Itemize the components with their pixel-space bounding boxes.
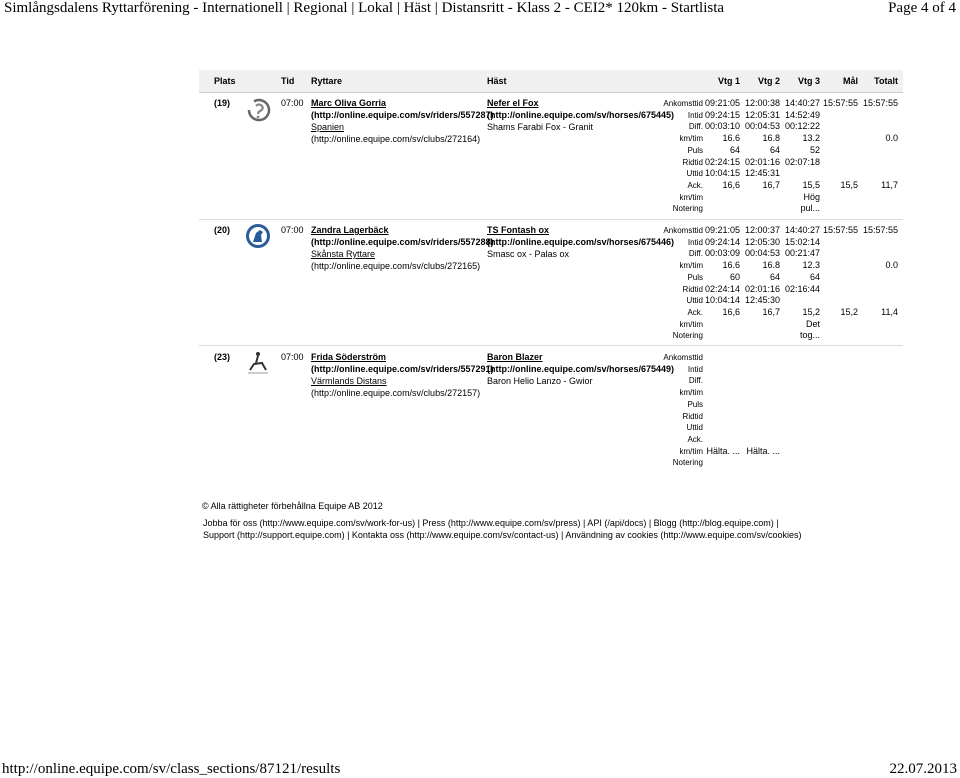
totalt-value: 15:57:55 xyxy=(862,98,898,108)
stat-label: Notering xyxy=(672,331,703,341)
vtg2-value: 00:04:53 xyxy=(744,248,780,259)
rider-silhouette-club-logo-icon xyxy=(244,349,272,377)
entry-plats: (19) xyxy=(214,98,231,108)
vtg3-value: 52 xyxy=(809,144,820,155)
vtg1-value: 10:04:14 xyxy=(704,295,740,306)
vtg3-value: Hög xyxy=(803,191,820,202)
header-hast: Häst xyxy=(487,76,507,86)
vtg3-value: 00:12:22 xyxy=(784,121,820,132)
club-name-link[interactable]: Värmlands Distans xyxy=(311,376,387,386)
vtg2-value: 16,7 xyxy=(762,179,780,190)
vtg1-value: 10:04:15 xyxy=(704,168,740,179)
stat-label: Puls xyxy=(687,272,703,282)
vtg3-value: tog... xyxy=(799,330,820,341)
stat-label: Intid xyxy=(687,110,703,120)
vtg3-value: 02:07:18 xyxy=(784,156,820,167)
stat-label: km/tim xyxy=(679,319,703,329)
vtg1-value: 16.6 xyxy=(722,260,740,271)
vtg2-value: 12:05:30 xyxy=(744,236,780,247)
horse-url[interactable]: (http://online.equipe.com/sv/horses/675449) xyxy=(487,364,675,374)
vtg3-value: Det xyxy=(805,318,820,329)
stat-label: Ridtid xyxy=(682,411,703,421)
vtg3-value: 12.3 xyxy=(802,260,820,271)
header-tid: Tid xyxy=(281,76,295,86)
stat-label: km/tim xyxy=(679,134,703,144)
vtg3-value: 13.2 xyxy=(802,133,820,144)
header-vtg1: Vtg 1 xyxy=(717,76,740,86)
stat-label: Ack. xyxy=(687,307,703,317)
horse-name-link[interactable]: TS Fontash ox xyxy=(487,225,550,235)
stat-label: Uttid xyxy=(686,169,703,179)
stat-label: Notering xyxy=(672,458,703,468)
stat-label: Ridtid xyxy=(682,157,703,167)
horse-name-link[interactable]: Nefer el Fox xyxy=(487,98,539,108)
vtg3-value: 15,2 xyxy=(802,306,820,317)
stat-label: Uttid xyxy=(686,423,703,433)
stat-label: Ridtid xyxy=(682,284,703,294)
horse-head-club-logo-icon xyxy=(244,222,272,250)
stat-label: Uttid xyxy=(686,296,703,306)
vtg2-value: 64 xyxy=(769,271,780,282)
stat-label: Diff. xyxy=(688,122,703,132)
vtg3-value: pul... xyxy=(800,203,820,214)
horse-url[interactable]: (http://online.equipe.com/sv/horses/675445) xyxy=(487,110,675,120)
vtg1-value: 16,6 xyxy=(722,306,740,317)
vtg2-value: 12:45:30 xyxy=(744,295,780,306)
stat-label: km/tim xyxy=(679,388,703,398)
vtg2-value: 64 xyxy=(769,144,780,155)
horse-pedigree: Baron Helio Lanzo - Gwior xyxy=(487,376,593,386)
vtg2-value: 12:00:37 xyxy=(744,225,780,235)
club-name-link[interactable]: Spanien xyxy=(311,122,345,132)
stat-label: Diff. xyxy=(688,376,703,386)
header-totalt: Totalt xyxy=(874,76,898,86)
vtg3-value: 14:40:27 xyxy=(784,225,820,235)
vtg1-value: 09:21:05 xyxy=(704,98,740,108)
unknown-club-logo-icon xyxy=(245,96,273,124)
stat-label: km/tim xyxy=(679,192,703,202)
rider-name-link[interactable]: Frida Söderström xyxy=(311,352,387,362)
totalt-value: 11,7 xyxy=(881,179,898,190)
vtg2-value: 02:01:16 xyxy=(744,156,780,167)
vtg1-value: 09:24:14 xyxy=(704,236,740,247)
stat-label: Ankomsttid xyxy=(663,99,703,108)
entry-time: 07:00 xyxy=(281,352,304,362)
vtg3-value: 14:52:49 xyxy=(784,109,820,120)
footer-links-line2[interactable]: Support (http://support.equipe.com) | Kontakta oss (http://www.equipe.com/sv/contact-us) | Användning av cookies (http://www.equipe.com/sv/cookies) xyxy=(203,530,802,540)
header-vtg2: Vtg 2 xyxy=(757,76,780,86)
mal-value: 15:57:55 xyxy=(822,98,858,108)
vtg2-value: Hälta. ... xyxy=(746,445,780,456)
vtg2-value: 12:00:38 xyxy=(744,98,780,108)
vtg2-value: 16,7 xyxy=(762,306,780,317)
stat-label: Diff. xyxy=(688,249,703,259)
stat-label: Ankomsttid xyxy=(663,226,703,235)
vtg1-value: Hälta. ... xyxy=(706,445,740,456)
horse-url[interactable]: (http://online.equipe.com/sv/horses/675446) xyxy=(487,237,675,247)
row-divider xyxy=(199,219,903,220)
vtg2-value: 12:05:31 xyxy=(744,109,780,120)
page-number: Page 4 of 4 xyxy=(888,0,956,16)
vtg1-value: 64 xyxy=(729,144,740,155)
vtg1-value: 09:24:15 xyxy=(704,109,740,120)
stat-label: Ack. xyxy=(687,180,703,190)
mal-value: 15,2 xyxy=(840,306,858,317)
vtg1-value: 09:21:05 xyxy=(704,225,740,235)
vtg3-value: 15,5 xyxy=(802,179,820,190)
totalt-value: 0.0 xyxy=(885,133,898,144)
stat-label: Puls xyxy=(687,399,703,409)
vtg2-value: 16.8 xyxy=(762,133,780,144)
totalt-value: 15:57:55 xyxy=(862,225,898,235)
totalt-value: 0.0 xyxy=(885,260,898,271)
stat-label: km/tim xyxy=(679,446,703,456)
page-date: 22.07.2013 xyxy=(889,761,957,777)
vtg1-value: 16.6 xyxy=(722,133,740,144)
vtg2-value: 00:04:53 xyxy=(744,121,780,132)
rider-url[interactable]: (http://online.equipe.com/sv/riders/557287) xyxy=(311,110,494,120)
vtg1-value: 16,6 xyxy=(722,179,740,190)
vtg1-value: 00:03:09 xyxy=(704,248,740,259)
row-divider xyxy=(199,345,903,346)
header-vtg3: Vtg 3 xyxy=(797,76,820,86)
totalt-value: 11,4 xyxy=(881,306,898,317)
rider-name-link[interactable]: Marc Oliva Gorria xyxy=(311,98,387,108)
stat-label: Ankomsttid xyxy=(663,353,703,362)
rider-url[interactable]: (http://online.equipe.com/sv/riders/557291) xyxy=(311,364,494,374)
club-name-link[interactable]: Skånsta Ryttare xyxy=(311,249,376,259)
stat-label: Notering xyxy=(672,204,703,214)
mal-value: 15:57:55 xyxy=(822,225,858,235)
horse-name-link[interactable]: Baron Blazer xyxy=(487,352,543,362)
header-plats: Plats xyxy=(214,76,236,86)
vtg3-value: 15:02:14 xyxy=(784,236,820,247)
mal-value: 15,5 xyxy=(840,179,858,190)
entry-time: 07:00 xyxy=(281,225,304,235)
horse-pedigree: Smasc ox - Palas ox xyxy=(487,249,570,259)
club-url[interactable]: (http://online.equipe.com/sv/clubs/272164) xyxy=(311,134,481,144)
club-url[interactable]: (http://online.equipe.com/sv/clubs/272157) xyxy=(311,388,481,398)
vtg1-value: 02:24:14 xyxy=(704,283,740,294)
copyright-text: © Alla rättigheter förbehållna Equipe AB 2012 xyxy=(202,501,383,511)
horse-pedigree: Shams Farabi Fox - Granit xyxy=(487,122,594,132)
stat-label: Intid xyxy=(687,237,703,247)
vtg1-value: 00:03:10 xyxy=(704,121,740,132)
stat-label: Intid xyxy=(687,364,703,374)
vtg3-value: 14:40:27 xyxy=(784,98,820,108)
rider-url[interactable]: (http://online.equipe.com/sv/riders/557288) xyxy=(311,237,494,247)
entry-time: 07:00 xyxy=(281,98,304,108)
vtg3-value: 02:16:44 xyxy=(784,283,820,294)
vtg3-value: 00:21:47 xyxy=(784,248,820,259)
vtg2-value: 12:45:31 xyxy=(744,168,780,179)
vtg3-value: 64 xyxy=(809,271,820,282)
stat-label: km/tim xyxy=(679,261,703,271)
vtg1-value: 60 xyxy=(729,271,740,282)
vtg2-value: 02:01:16 xyxy=(744,283,780,294)
entry-plats: (20) xyxy=(214,225,231,235)
stat-label: Ack. xyxy=(687,434,703,444)
stat-label: Puls xyxy=(687,145,703,155)
header-ryttare: Ryttare xyxy=(311,76,343,86)
page-title: Simlångsdalens Ryttarförening - Internationell | Regional | Lokal | Häst | Distansritt - Klass 2 - CEI2* 120km - Startlista xyxy=(4,0,725,16)
vtg1-value: 02:24:15 xyxy=(704,156,740,167)
vtg2-value: 16.8 xyxy=(762,260,780,271)
rider-name-link[interactable]: Zandra Lagerbäck xyxy=(311,225,389,235)
page-url: http://online.equipe.com/sv/class_sections/87121/results xyxy=(2,761,341,777)
club-url[interactable]: (http://online.equipe.com/sv/clubs/272165) xyxy=(311,261,481,271)
header-mal: Mål xyxy=(842,76,858,86)
entry-plats: (23) xyxy=(214,352,231,362)
footer-links-line1[interactable]: Jobba för oss (http://www.equipe.com/sv/work-for-us) | Press (http://www.equipe.com/sv/press) | API (/api/docs) | Blogg (http://blog.equipe.com) | xyxy=(203,518,779,528)
